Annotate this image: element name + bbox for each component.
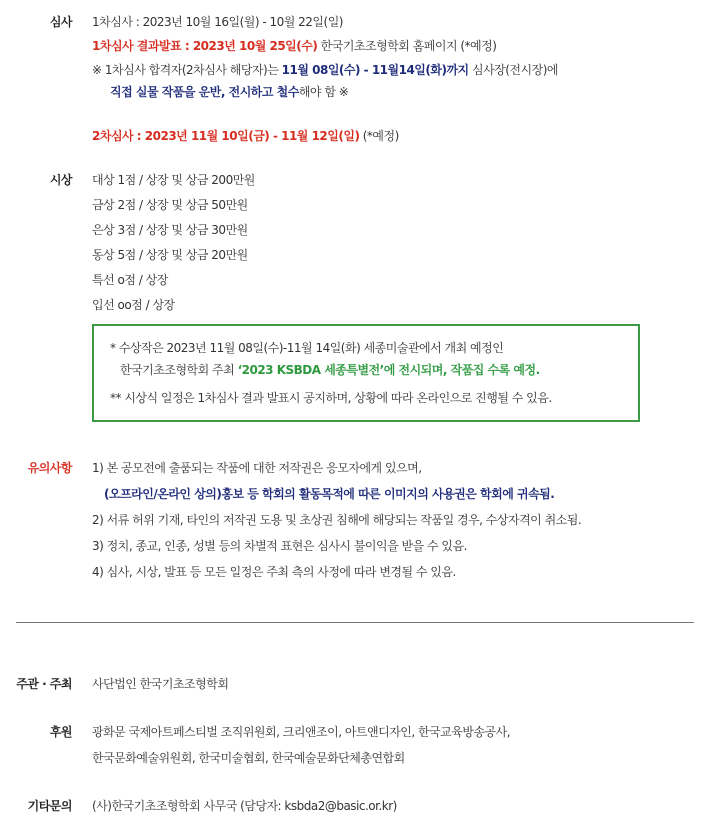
round1-note [92,62,558,78]
award-notice-line1: * 수상작은 2023년 11월 08일(수)-11월 14일(화) 세종미술관에서 개최 예정인 [110,341,504,355]
award-notice-line2 [120,362,540,378]
award-item: 은상 3점 / 상장 및 상금 30만원 [92,223,248,237]
sponsor-line2: 한국문화예술위원회, 한국미술협회, 한국예술문화단체총연합회 [92,751,405,765]
round2-line [92,128,399,144]
contact-value: (사)한국기초조형학회 사무국 (담당자: ksbda2@basic.or.kr) [92,799,397,813]
round1-note-dates: 11월 08일(수) - 11월14일(화)까지 [281,63,469,77]
note-item-1: 1) 본 공모전에 출품되는 작품에 대한 저작권은 응모자에게 있으며, [92,461,422,475]
award-item: 동상 5점 / 상장 및 상금 20만원 [92,248,248,262]
round1-note-2-end: 해야 함 ※ [298,85,349,99]
award-item: 입선 oo점 / 상장 [92,298,175,312]
note-item-1-sub: (오프라인/온라인 상의)홍보 등 학회의 활동목적에 따른 이미지의 사용권은 학회에 귀속됨. [104,487,555,501]
award-notice-exhibition: ‘2023 KSBDA 세종특별전’에 전시되며, 작품집 수록 예정. [237,363,540,377]
award-item: 대상 1점 / 상장 및 상금 200만원 [92,173,255,187]
judging-label: 심사 [49,15,72,29]
notes-label: 유의사항 [27,461,72,475]
round1-note-start: ※ 1차심사 합격자(2차심사 해당자)는 [92,63,282,77]
award-notice-host: 한국기초조형학회 주최 [120,363,238,377]
award-notice-line3: ** 시상식 일정은 1차심사 결과 발표시 공지하며, 상황에 따라 온라인으로 진행될 수 있음. [110,391,552,405]
round1-note-end: 심사장(전시장)에 [468,63,558,77]
round2-dates: 2차심사 : 2023년 11월 10일(금) - 11월 12일(일) [92,129,360,143]
sponsor-label: 후원 [49,725,72,739]
awards-label: 시상 [49,173,72,187]
announce-line [92,38,496,54]
note-item-2: 2) 서류 허위 기재, 타인의 저작권 도용 및 초상권 침해에 해당되는 작품일 경우, 수상자격이 취소됨. [92,513,582,527]
note-item-3: 3) 정치, 종교, 인종, 성별 등의 차별적 표현은 심사시 불이익을 받을 수 있음. [92,539,467,553]
contact-label: 기타문의 [27,799,72,813]
host-value: 사단법인 한국기초조형학회 [92,677,229,691]
round1-note-2-bold: 직접 실물 작품을 운반, 전시하고 철수 [110,85,299,99]
award-item: 금상 2점 / 상장 및 상금 50만원 [92,198,248,212]
sponsor-line1: 광화문 국제아트페스티벌 조직위원회, 크리앤조이, 아트앤디자인, 한국교육방송공사, [92,725,511,739]
announce-place: 한국기초조형학회 홈페이지 (*예정) [317,39,497,53]
note-item-4: 4) 심사, 시상, 발표 등 모든 일정은 주최 측의 사정에 따라 변경될 수 있음. [92,565,456,579]
host-label: 주관 · 주최 [16,677,72,691]
round1-schedule: 1차심사 : 2023년 10월 16일(월) - 10월 22일(일) [92,15,343,29]
announce-date: 1차심사 결과발표 : 2023년 10월 25일(수) [92,39,318,53]
section-divider [16,622,694,623]
award-item: 특선 o점 / 상장 [92,273,168,287]
round1-note-2 [110,84,348,100]
round2-tentative: (*예정) [359,129,399,143]
